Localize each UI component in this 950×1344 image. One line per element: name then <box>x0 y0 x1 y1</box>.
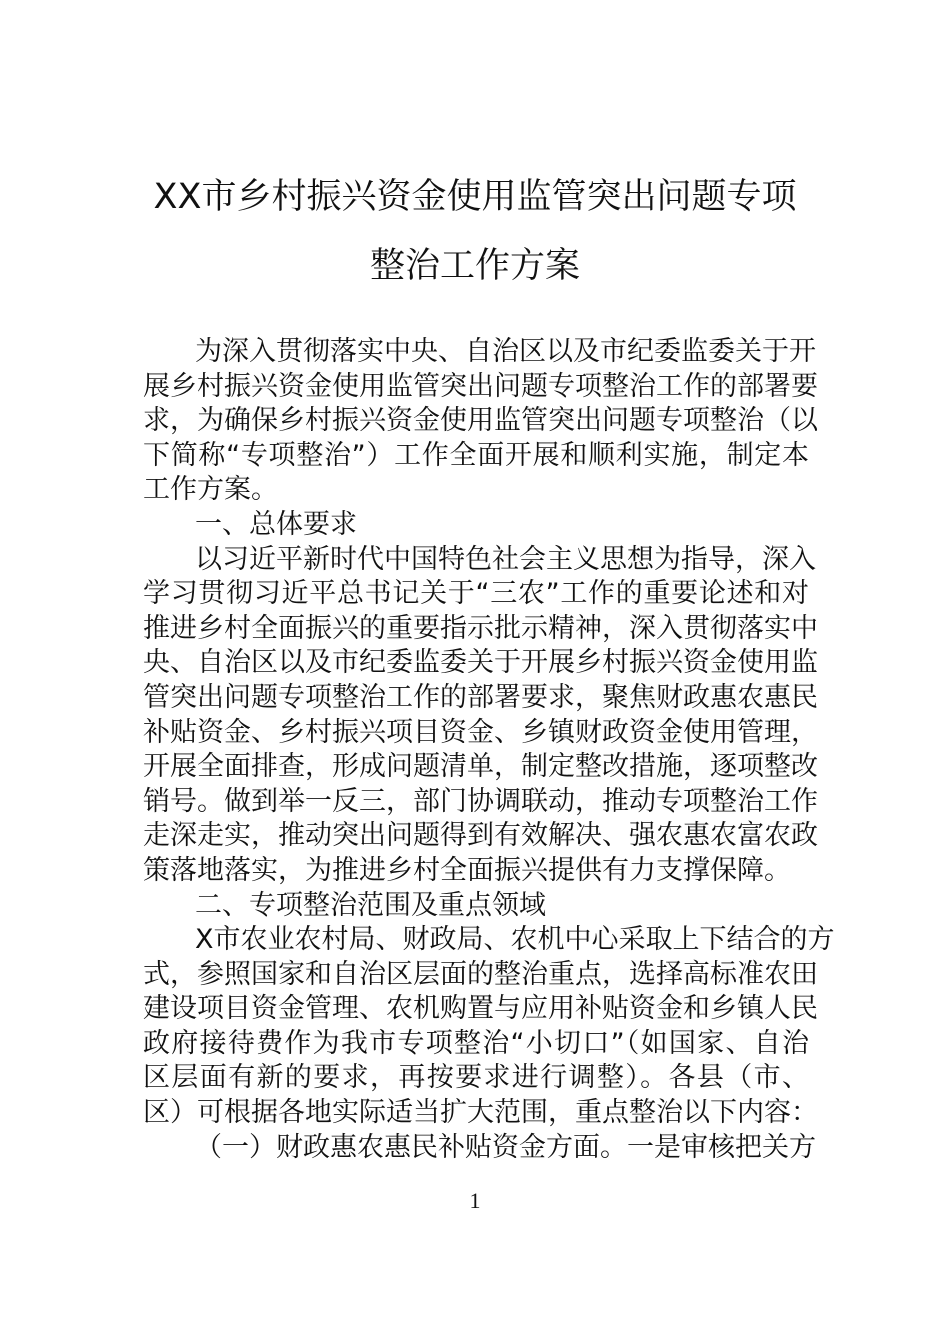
text-line: 展乡村振兴资金使用监管突出问题专项整治工作的部署要 <box>143 370 818 402</box>
paragraph <box>143 543 818 889</box>
text-line: 下简称“专项整治”）工作全面开展和顺利实施，制定本 <box>143 439 809 471</box>
text-line: 走深走实，推动突出问题得到有效解决、强农惠农富农政 <box>143 820 818 852</box>
page-number: 1 <box>469 1188 481 1213</box>
text-line: 建设项目资金管理、农机购置与应用补贴资金和乡镇人民 <box>143 993 818 1025</box>
text-line: 二、专项整治范围及重点领域 <box>195 889 546 921</box>
paragraph <box>143 335 818 508</box>
text-line: 式，参照国家和自治区层面的整治重点，选择高标准农田 <box>143 958 818 990</box>
text-line: （一）财政惠农惠民补贴资金方面。一是审核把关方 <box>195 1131 816 1163</box>
text-line: 区层面有新的要求，再按要求进行调整）。各县（市、 <box>143 1062 809 1094</box>
text-line: 开展全面排查，形成问题清单，制定整改措施，逐项整改 <box>143 751 818 783</box>
document-body <box>143 335 835 1165</box>
text-line: 策落地落实，为推进乡村全面振兴提供有力支撑保障。 <box>143 854 791 886</box>
text-line: X市农业农村局、财政局、农机中心采取上下结合的方 <box>195 924 835 956</box>
text-line: 工作方案。 <box>143 474 278 506</box>
paragraph <box>143 1131 816 1166</box>
text-line: 补贴资金、乡村振兴项目资金、乡镇财政资金使用管理， <box>143 716 818 748</box>
paragraph <box>143 923 835 1131</box>
text-line: 央、自治区以及市纪委监委关于开展乡村振兴资金使用监 <box>143 647 818 679</box>
text-line: 区）可根据各地实际适当扩大范围，重点整治以下内容： <box>143 1097 818 1129</box>
document-title-line-2: 整治工作方案 <box>369 246 580 286</box>
text-line: 求，为确保乡村振兴资金使用监管突出问题专项整治（以 <box>143 405 818 437</box>
text-line: 推进乡村全面振兴的重要指示批示精神，深入贯彻落实中 <box>143 612 818 644</box>
text-line: 为深入贯彻落实中央、自治区以及市纪委监委关于开 <box>195 336 816 367</box>
text-line: 销号。做到举一反三，部门协调联动，推动专项整治工作 <box>143 785 818 817</box>
text-line: 以习近平新时代中国特色社会主义思想为指导，深入 <box>195 543 816 575</box>
text-line: 学习贯彻习近平总书记关于“三农”工作的重要论述和对 <box>143 578 809 610</box>
text-line: 管突出问题专项整治工作的部署要求，聚焦财政惠农惠民 <box>143 681 818 713</box>
paragraph <box>143 889 809 924</box>
text-line: 一、总体要求 <box>195 508 357 540</box>
document-title-line-1: XX市乡村振兴资金使用监管突出问题专项 <box>153 177 797 217</box>
paragraph <box>143 508 809 543</box>
text-line: 政府接待费作为我市专项整治“小切口”（如国家、自治 <box>143 1027 809 1059</box>
